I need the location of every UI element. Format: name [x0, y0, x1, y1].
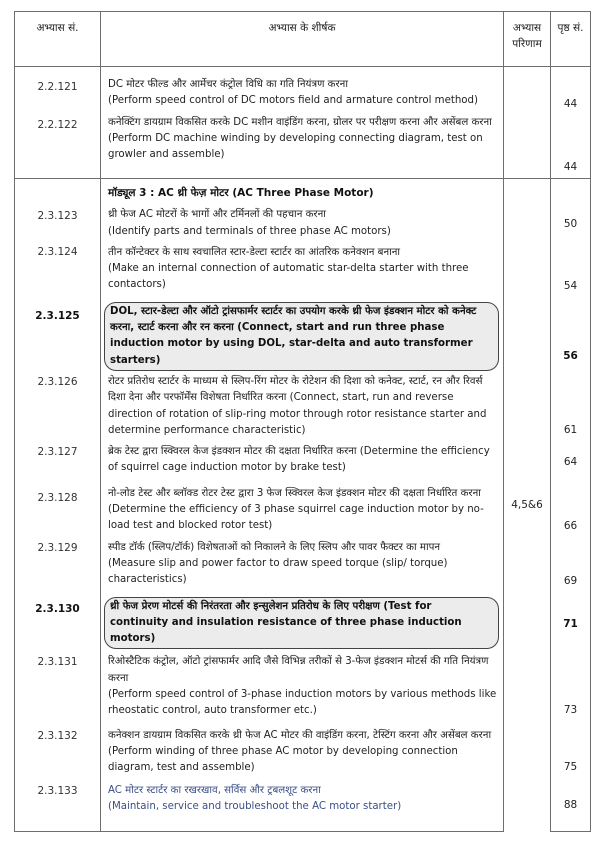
title-english: (Identify parts and terminals of three phase AC motors): [108, 225, 391, 237]
title-hindi: कनेक्टिंग डायग्राम विकसित करके DC मशीन वाइंडिंग करना, ग्रोलर पर परीक्षण करना और असेंबल करना: [108, 116, 492, 128]
module-no-cell: [15, 179, 101, 205]
exercise-title: ब्रेक टेस्ट द्वारा स्क्विरल केज इंडक्शन मोटर की दक्षता निर्धारित करना (Determine the efficiency of squirrel cage induction motor by brake test): [101, 444, 504, 482]
exercise-title: [101, 781, 504, 832]
exercise-title: [101, 654, 504, 723]
header-exercise-title: अभ्यास के शीर्षक: [101, 12, 504, 67]
section-module-3: [15, 179, 591, 832]
title-hindi: DC मोटर फील्ड और आर्मेचर कंट्रोल विधि का गति नियंत्रण करना: [108, 79, 348, 90]
exercise-title: [101, 115, 504, 179]
highlighted-title: DOL, स्टार-डेल्टा और ऑटो ट्रांसफार्मर स्टार्टर का उपयोग करके थ्री फेज इंडक्शन मोटर को कनेक्ट करना, स्टार्ट करना और रन करना (Connect, start and run three phase induction motor by using DOL, star-delta and auto transformer starters): [104, 302, 499, 371]
title-english: (Perform DC machine winding by developing connecting diagram, test on growler and assemble): [108, 132, 483, 161]
contents-table: [14, 11, 591, 832]
header-page-no: पृष्ठ सं.: [551, 12, 591, 67]
module-page-cell: [551, 179, 591, 205]
page-number: 75: [551, 724, 591, 781]
exercise-number: 2.3.131: [15, 654, 101, 723]
exercise-number: 2.3.123: [15, 204, 101, 244]
title-hindi: स्पीड टॉर्क (स्लिप/टॉर्क) विशेषताओं को निकालने के लिए स्लिप और पावर फैक्टर का मापन: [108, 541, 441, 553]
exercise-title: नो-लोड टेस्ट और ब्लॉक्ड रोटर टेस्ट द्वारा 3 फेज स्क्विरल केज इंडक्शन मोटर की दक्षता निर्धारित करना (Determine the efficiency of 3 phase squirrel cage induction motor by no-load test and blocked rotor test): [101, 482, 504, 540]
title-hindi: AC मोटर स्टार्टर का रखरखाव, सर्विस और ट्रबलशूट करना: [108, 784, 321, 796]
exercise-number: 2.3.124: [15, 244, 101, 300]
title-english: (Make an internal connection of automatic star-delta starter with three contactors): [108, 263, 469, 291]
exercise-number: 2.2.121: [15, 67, 101, 115]
exercise-number: 2.3.129: [15, 540, 101, 595]
title-english: (Perform speed control of DC motors field and armature control method): [108, 95, 478, 107]
title-hindi: रिओस्टैटिक कंट्रोल, ऑटो ट्रांसफार्मर आदि जैसे विभिन्न तरीकों से 3-फेज इंडक्शन मोटर्स की गति नियंत्रण करना: [108, 656, 489, 684]
exercise-number: 2.3.125: [15, 300, 101, 374]
title-hindi: थ्री फेज AC मोटरों के भागों और टर्मिनलों की पहचान करना: [108, 209, 326, 221]
exercise-title: [101, 300, 504, 374]
table-header: [15, 12, 591, 67]
header-exercise-no: अभ्यास सं.: [15, 12, 101, 67]
table-row: [15, 67, 591, 115]
page-number: 44: [551, 115, 591, 179]
exercise-number: 2.3.133: [15, 781, 101, 832]
page-number: 66: [551, 482, 591, 540]
exercise-number: 2.3.128: [15, 482, 101, 540]
module-title: मॉड्यूल 3 : AC थ्री फेज़ मोटर (AC Three Phase Motor): [108, 187, 374, 199]
page-number: 56: [551, 300, 591, 374]
page-number: 61: [551, 374, 591, 444]
exercise-outcome-cell: [504, 115, 551, 179]
page-number: 54: [551, 244, 591, 300]
highlighted-title: थ्री फेज प्रेरण मोटर्स की निरंतरता और इन्सुलेशन प्रतिरोध के लिए परीक्षण (Test for continuity and insulation resistance of three phase induction motors): [104, 597, 499, 650]
exercise-number: 2.2.122: [15, 115, 101, 179]
title-hindi: तीन कॉन्टेक्टर के साथ स्वचालित स्टार-डेल्टा स्टार्टर का आंतरिक कनेक्शन बनाना: [108, 246, 401, 258]
title-english: (Perform speed control of 3-phase induction motors by various methods like rheostatic control, auto transformer etc.): [108, 689, 497, 717]
exercise-title: [101, 540, 504, 595]
header-exercise-outcome: [504, 12, 551, 67]
exercise-title: रोटर प्रतिरोध स्टार्टर के माध्यम से स्लिप-रिंग मोटर के रोटेशन की दिशा को कनेक्ट, स्टार्ट, रन और रिवर्स दिशा देना और परफॉर्मेंस विशेषता निर्धारित करना (Connect, start, run and reverse direction of rotation of slip-ring motor through rotor resistance starter and determine performance characteristic): [101, 374, 504, 444]
page-number: 50: [551, 204, 591, 244]
header-exercise-outcome-line2: परिणाम: [512, 38, 542, 50]
exercise-number: 2.3.127: [15, 444, 101, 482]
exercise-number: 2.3.130: [15, 595, 101, 655]
page-number: 44: [551, 67, 591, 115]
table-row: [15, 115, 591, 179]
exercise-title: [101, 244, 504, 300]
title-english: (Measure slip and power factor to draw speed torque (slip/ torque) characteristics): [108, 557, 448, 586]
exercise-outcome: 4,5&6: [504, 179, 551, 832]
page-number: 69: [551, 540, 591, 595]
exercise-outcome-cell: [504, 67, 551, 115]
exercise-title: [101, 67, 504, 115]
section-module-2: [15, 67, 591, 179]
page-number: 88: [551, 781, 591, 832]
title-english: (Maintain, service and troubleshoot the AC motor starter): [108, 800, 402, 812]
header-exercise-outcome-line1: अभ्यास: [512, 22, 542, 34]
exercise-number: 2.3.126: [15, 374, 101, 444]
module-title-cell: [101, 179, 504, 205]
exercise-title: कनेक्शन डायग्राम विकसित करके थ्री फेज AC मोटर की वाइंडिंग करना, टेस्टिंग करना और असेंबल करना (Perform winding of three phase AC motor by developing connection diagram, test and assemble): [101, 724, 504, 781]
exercise-title: [101, 595, 504, 655]
exercise-title: [101, 204, 504, 244]
page-number: 64: [551, 444, 591, 482]
page-number: 71: [551, 595, 591, 655]
module-heading-row: [15, 179, 591, 205]
page-number: 73: [551, 654, 591, 723]
exercise-number: 2.3.132: [15, 724, 101, 781]
